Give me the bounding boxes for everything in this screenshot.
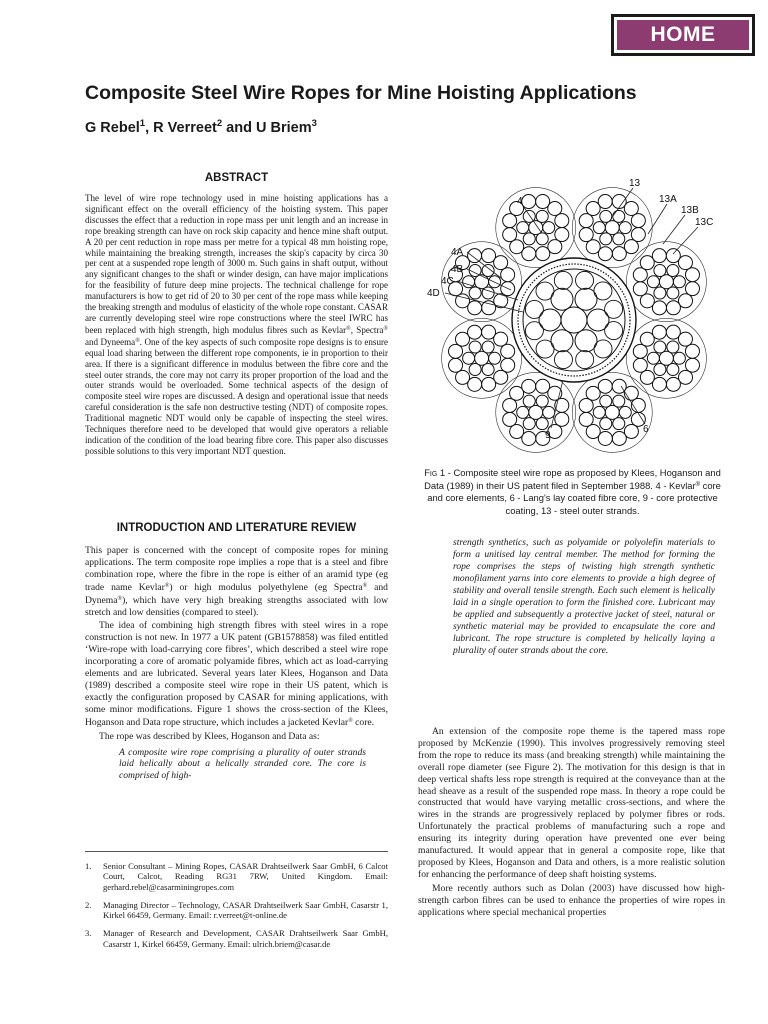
- strand-wire: [605, 405, 619, 419]
- strand-wire: [536, 195, 550, 209]
- strand-wire: [501, 344, 515, 358]
- registered-mark: ®: [346, 325, 351, 332]
- intro-paragraph: [85, 545, 388, 618]
- strand-wire: [503, 228, 517, 242]
- strand-wire: [654, 364, 666, 376]
- home-button-label[interactable]: HOME: [617, 20, 749, 50]
- figure-caption: [415, 467, 730, 517]
- footnotes: [85, 861, 388, 957]
- footnote: [85, 928, 388, 949]
- strand-wire: [536, 395, 548, 407]
- intro-heading: INTRODUCTION AND LITERATURE REVIEW: [116, 522, 357, 534]
- intro-text-part: core.: [352, 716, 375, 728]
- strand-wire: [612, 247, 626, 261]
- home-button[interactable]: [611, 14, 755, 56]
- footnote-divider: [85, 851, 388, 852]
- strand-wire: [536, 247, 550, 261]
- leader-line: [663, 215, 685, 244]
- strand-wire: [555, 412, 569, 426]
- strand-wire: [685, 358, 699, 372]
- strand-wire: [633, 358, 647, 372]
- figure-label: 13: [629, 178, 641, 189]
- strand-wire: [667, 341, 679, 353]
- strand-wire: [517, 222, 529, 234]
- strand-wire: [593, 406, 605, 418]
- author-separator: and: [222, 120, 256, 136]
- strand-wire: [685, 282, 699, 296]
- author-affiliation-mark: 1: [139, 118, 146, 129]
- strand-wire: [598, 379, 612, 393]
- body-paragraph: An extension of the composite rope theme is the tapered mass rope proposed by McKenzie (1990). This involves progressively removing steel from the rope to reduce its mass (and breaking strength) while maintaining the overall rope diameter (see Figure 2). The motivation for this design is that in deep vertical shafts less rope strength is required at the conveyance than at the head sheave as a result of the suspended rope mass. In theory a rope could be constructed that would have varying metallic cross-sections, and where the wires in the strands are progressively replaced by polymer fibres or rods. Unfortunately the practical problems of manufacturing such a rope and ensuring its integrity during operation have prevented one ever being manufactured. It would appear that in general a composite rope, like that proposed by Klees, Hoganson and Data and others, is a more realistic solution for enhancing the performance of deep shaft hoisting systems.: [418, 726, 725, 880]
- strand-wire: [600, 418, 612, 430]
- strand-wire: [600, 233, 612, 245]
- strand-wire: [667, 364, 679, 376]
- strand-wire: [598, 247, 612, 261]
- strand-wire: [522, 431, 536, 445]
- figure-label: 4D: [427, 288, 440, 299]
- strand-wire: [685, 268, 699, 282]
- footnote: [85, 900, 388, 921]
- figure-label: 13B: [681, 205, 699, 216]
- intro-text-part: and Dynema: [85, 581, 388, 606]
- strand-wire: [654, 341, 666, 353]
- strand-wire: [469, 341, 481, 353]
- figure-label: 4: [517, 196, 523, 207]
- intro-body: [85, 545, 388, 782]
- strand-wire: [685, 344, 699, 358]
- strand-wire: [468, 249, 482, 263]
- strand-wire: [673, 352, 685, 364]
- strand-wire: [489, 352, 501, 364]
- strand-wire: [482, 325, 496, 339]
- strand-wire: [619, 406, 631, 418]
- footnote: [85, 861, 388, 892]
- figure-caption-text: - Composite steel wire rope as proposed by Klees, Hoganson and Data (1989) in their US patent filed in September 1988. 4 - Kevlar: [424, 467, 721, 492]
- figure-label: 4B: [451, 264, 464, 275]
- strand-wire: [652, 249, 666, 263]
- registered-mark: ®: [695, 482, 701, 489]
- strand-wire: [600, 395, 612, 407]
- figure-label: 4A: [451, 247, 464, 258]
- registered-mark: ®: [135, 337, 140, 344]
- registered-mark: ®: [348, 717, 353, 724]
- strand-wire: [475, 351, 489, 365]
- author-name: R Verreet: [153, 120, 217, 136]
- figure-caption-label: Fig 1: [424, 467, 446, 478]
- strand-wire: [449, 344, 463, 358]
- strand-wire: [633, 344, 647, 358]
- strand-wire: [633, 268, 647, 282]
- strand-wire: [522, 247, 536, 261]
- core-coating: [512, 258, 636, 382]
- strand-wire: [555, 214, 569, 228]
- patent-quote-continued: strength synthetics, such as polyamide or polyolefin materials to form a unitised lay central member. The method for forming the rope comprises the steps of twisting high strength synthetic monofilament yarns into core elements to provide a high degree of stability and overall tensile strength. Each such element is helically laid in a single operation to form the finished core. Lubricant may be applied and subsequently a protective jacket of steel, natural or synthetic material may be provided to encapsulate the core and lubricant. The rope structure is completed by helically laying a plurality of outer strands about the core.: [453, 537, 715, 656]
- strand-wire: [482, 301, 496, 315]
- strand-wire: [652, 377, 666, 391]
- abstract-text-part: , Spectra: [350, 324, 384, 335]
- strand-wire: [579, 214, 593, 228]
- strand-wire: [666, 249, 680, 263]
- strand-wire: [523, 233, 535, 245]
- strand-wire: [482, 264, 494, 276]
- footnote-text: Managing Director – Technology, CASAR Drahtseilwerk Saar GmbH, Casarstr 1, Kirkel 66459, Germany. Email: r.verreet@t-online.de: [103, 899, 388, 921]
- footnote-number: 3.: [85, 928, 92, 939]
- strand-wire: [482, 341, 494, 353]
- footnote-number: 1.: [85, 861, 92, 871]
- strand-wire: [501, 358, 515, 372]
- strand-wire: [529, 405, 543, 419]
- strand-wire: [503, 398, 517, 412]
- patent-quote: A composite wire rope comprising a plurality of outer strands laid helically about a helically stranded core. The core is comprised of high-: [119, 746, 366, 782]
- intro-paragraph: The rope was described by Klees, Hoganson and Data as:: [99, 730, 320, 742]
- strand-wire: [600, 210, 612, 222]
- strand-wire: [517, 406, 529, 418]
- intro-text-part: This paper is concerned with the concept of composite ropes for mining applications. The term composite rope implies a rope that is a steel and fibre combination rope, where the fibre in the rope is either of an aramid type (eg trade name Kevlar: [85, 545, 388, 593]
- intro-text-part: ) or high modulus polyethylene (eg Spectra: [169, 581, 363, 593]
- rope-drawing: [442, 188, 707, 453]
- strand-wire: [598, 195, 612, 209]
- footnote-text: Manager of Research and Development, CASAR Drahtseilwerk Saar GmbH, Casarstr 1, Kirkel 66459, Germany. Email: ulrich.briem@casar.de: [103, 928, 388, 949]
- strand-wire: [612, 431, 626, 445]
- figure-label: 9: [545, 430, 551, 441]
- strand-wire: [529, 221, 543, 235]
- strand-wire: [667, 287, 679, 299]
- figure-label: 13C: [695, 217, 714, 228]
- footnote-text: Senior Consultant – Mining Ropes, CASAR Drahtseilwerk Saar GmbH, 6 Calcot Court, Calcot, Reading RG31 7RW, United Kingdom. Email: gerhard.rebel@casarminingropes.com: [103, 861, 388, 892]
- body-paragraph: More recently authors such as Dolan (2003) have discussed how high-strength carbon fibres can be used to enhance the properties of wire ropes in applications where special mechanical properties: [418, 882, 725, 918]
- strand-wire: [468, 377, 482, 391]
- footnote-number: 2.: [85, 899, 92, 910]
- strand-wire: [579, 398, 593, 412]
- strand-wire: [579, 412, 593, 426]
- figure-label: 6: [643, 424, 649, 435]
- strand-wire: [673, 276, 685, 288]
- strand-wire: [482, 249, 496, 263]
- strand-wire: [631, 214, 645, 228]
- strand-wire: [475, 275, 489, 289]
- strand-wire: [536, 379, 550, 393]
- figure-label: 4C: [441, 276, 454, 287]
- strand-wire: [613, 418, 625, 430]
- author-separator: ,: [145, 120, 154, 136]
- strand-wire: [489, 276, 501, 288]
- strand-wire: [501, 268, 515, 282]
- strand-wire: [652, 325, 666, 339]
- strand-wire: [598, 431, 612, 445]
- registered-mark: ®: [383, 325, 388, 332]
- strand-wire: [647, 276, 659, 288]
- leader-line: [648, 204, 667, 234]
- strand-wire: [605, 221, 619, 235]
- strand-wire: [482, 377, 496, 391]
- author-affiliation-mark: 2: [216, 118, 223, 129]
- strand-wire: [667, 264, 679, 276]
- author-affiliation-mark: 3: [311, 118, 317, 129]
- strand-wire: [631, 228, 645, 242]
- strand-wire: [469, 287, 481, 299]
- strand-wire: [449, 358, 463, 372]
- strand-wire: [659, 275, 673, 289]
- leader-line: [673, 227, 698, 254]
- strand-wire: [579, 228, 593, 242]
- strand-wire: [482, 364, 494, 376]
- strand-wire: [503, 412, 517, 426]
- strand-wire: [523, 418, 535, 430]
- strand-wire: [482, 287, 494, 299]
- strand-wire: [468, 301, 482, 315]
- strand-wire: [536, 418, 548, 430]
- strand-wire: [522, 379, 536, 393]
- right-column-body: [418, 726, 725, 919]
- rope-cross-section-figure: [423, 174, 725, 462]
- registered-mark: ®: [164, 582, 170, 589]
- abstract-heading: ABSTRACT: [204, 172, 269, 184]
- intro-paragraph: [85, 620, 388, 728]
- strand-wire: [666, 325, 680, 339]
- strand-wire: [666, 377, 680, 391]
- author-name: G Rebel: [85, 120, 140, 136]
- strand-wire: [659, 351, 673, 365]
- abstract-text-part: . One of the key aspects of such composite rope designs is to ensure equal load sharing between the different rope components, ie in proportion to their area. If there is a significant difference in modulus between the fibre core and the steel outer strands, the core may not carry its proper proportion of the load and the outer strands would be overloaded. Some technical aspects of the design of composite steel wire ropes are discussed. A design and operational issue that needs careful consideration is the safe non destructive testing (NDT) of composite ropes. Traditional magnetic NDT would only be capable of inspecting the steel wires. Techniques therefore need to be developed that would give operators a reliable indication of the condition of the load bearing fibre core. This paper also discusses possible solutions to this very important NDT question.: [85, 336, 388, 456]
- strand-wire: [522, 195, 536, 209]
- strand-wire: [619, 222, 631, 234]
- intro-text-part: The idea of combining high strength fibres with steel wires in a rope construction is not new. In 1977 a UK patent (GB1578858) was filed entitled ‘Wire-rope with load-carrying core fibres’, which described a steel wire rope incorporating a core of aromatic polyamide fibres, which act as load-carrying elements and are lubricated. Several years later Klees, Hoganson and Data (1989) described a composite steel wire rope in their US patent, which is exactly the configuration proposed by CASAR for mining applications, with some minor modifications. Figure 1 shows the cross-section of the Klees, Hoganson and Data rope structure, which includes a jacketed Kevlar: [85, 620, 388, 728]
- strand-wire: [543, 222, 555, 234]
- strand-wire: [666, 301, 680, 315]
- strand-wire: [654, 287, 666, 299]
- strand-wire: [469, 364, 481, 376]
- strand-wire: [536, 210, 548, 222]
- strand-wire: [613, 395, 625, 407]
- strand-wire: [463, 352, 475, 364]
- strand-wire: [612, 195, 626, 209]
- strand-wire: [654, 264, 666, 276]
- strand-wire: [613, 210, 625, 222]
- strand-wire: [503, 214, 517, 228]
- author-name: U Briem: [255, 120, 312, 136]
- paper-title: Composite Steel Wire Ropes for Mine Hoisting Applications: [85, 82, 637, 104]
- strand-wire: [593, 222, 605, 234]
- author-list: [85, 118, 317, 136]
- strand-wire: [468, 325, 482, 339]
- strand-wire: [652, 301, 666, 315]
- strand-wire: [543, 406, 555, 418]
- registered-mark: ®: [362, 582, 368, 589]
- intro-text-part: ), which have very high breaking strengths associated with low stretch and low densities (compared to steel).: [85, 594, 388, 618]
- figure-label: 13A: [659, 194, 677, 205]
- strand-wire: [555, 228, 569, 242]
- strand-wire: [613, 233, 625, 245]
- abstract-text-part: The level of wire rope technology used in mine hoisting applications has a significant effect on the overall efficiency of the hoisting system. This paper discusses the effect that a reduction in rope mass per unit length and an increase in rope breaking strength can have on rock skip capacity and hence mine shaft output. A 20 per cent reduction in rope mass per metre for a typical 48 mm hoisting rope, while maintaining the breaking strength, increases the skip's capacity by circa 30 per cent at a suspended rope length of 3000 m. Such gains in shaft output, without any significant changes to the shaft or winder design, can have major implications for the feasibility of future deep mine projects. The technical challenge for rope manufacturers is how to get rid of 20 to 30 per cent of the rope mass while keeping the breaking strength and modulus of elasticity of the whole rope constant. CASAR are currently developing steel wire rope constructions where the steel IWRC has been replaced with high strength, high modulus fibres such as Kevlar: [85, 193, 388, 335]
- abstract-text-part: and Dyneema: [85, 336, 136, 347]
- strand-wire: [536, 233, 548, 245]
- abstract-text: [85, 193, 388, 457]
- figure-caption-text: core and core elements, 6 - Lang's lay coated fibre core, 9 - core protective coating, 13 - steel outer strands.: [427, 480, 721, 516]
- strand-wire: [633, 282, 647, 296]
- strand-wire: [647, 352, 659, 364]
- registered-mark: ®: [117, 595, 123, 602]
- strand-wire: [523, 395, 535, 407]
